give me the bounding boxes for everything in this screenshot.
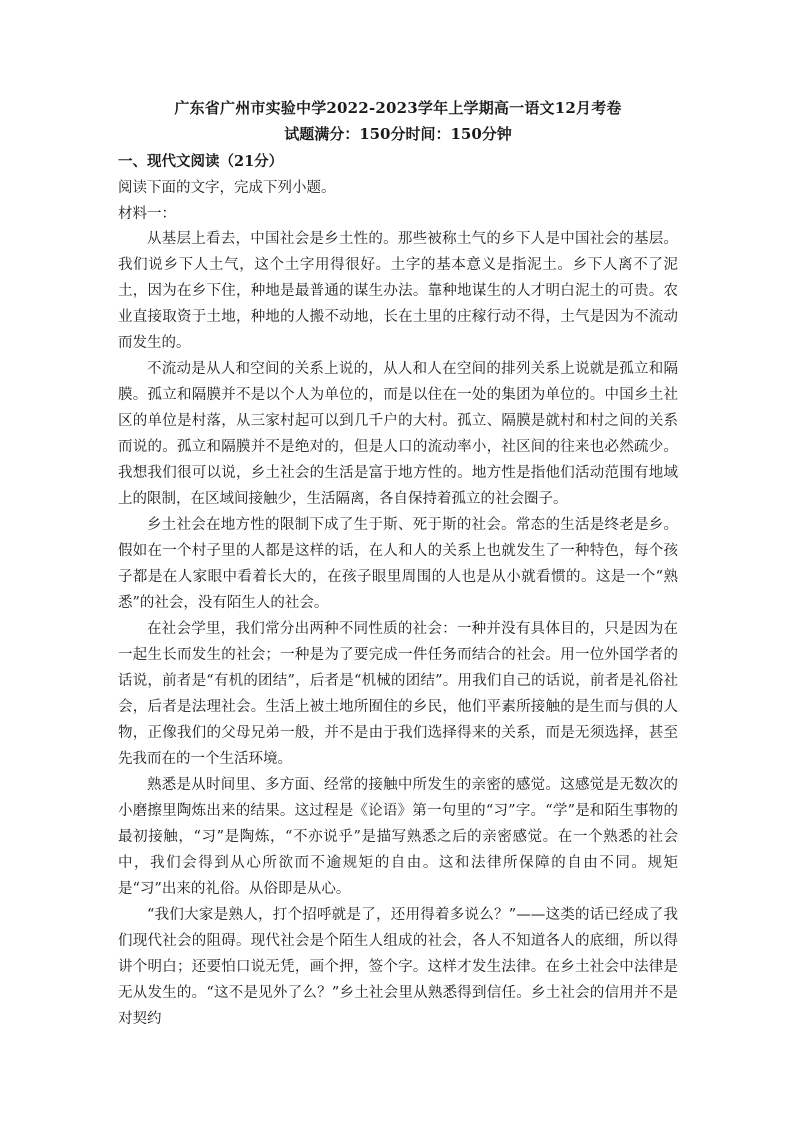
paragraph-2: 不流动是从人和空间的关系上说的，从人和人在空间的排列关系上说就是孤立和隔膜。孤立和隔膜并不是以个人为单位的，而是以住在一处的集团为单位的。中国乡土社区的单位是村落，从三家村起可以到几千户的大村。孤立、隔膜是就村和村之间的关系而说的。孤立和隔膜并不是绝对的，但是人口的流动率小，社区间的往来也必然疏少。我想我们很可以说，乡土社会的生活是富于地方性的。地方性是指他们活动范围有地域上的限制，在区域间接触少，生活隔离，各自保持着孤立的社会圈子。: [118, 361, 678, 507]
paragraph-4: 在社会学里，我们常分出两种不同性质的社会：一种并没有具体目的，只是因为在一起生长而发生的社会；一种是为了要完成一件任务而结合的社会。用一位外国学者的话说，前者是“有机的团结”，后者是“机械的团结”。用我们自己的话说，前者是礼俗社会，后者是法理社会。生活上被土地所囿住的乡民，他们平素所接触的是生而与俱的人物，正像我们的父母兄弟一般，并不是由于我们选择得来的关系，而是无须选择，甚至先我而在的一个生活环境。: [118, 621, 678, 767]
paragraph-5: 熟悉是从时间里、多方面、经常的接触中所发生的亲密的感觉。这感觉是无数次的小磨擦里陶炼出来的结果。这过程是《论语》第一句里的“习”字。“学”是和陌生事物的最初接触，“习”是陶炼，“不亦说乎”是描写熟悉之后的亲密感觉。在一个熟悉的社会中，我们会得到从心所欲而不逾规矩的自由。这和法律所保障的自由不同。规矩是“习”出来的礼俗。从俗即是从心。: [118, 777, 678, 897]
page-content: [118, 96, 678, 1032]
exam-subtitle: 试题满分：150分时间：150分钟: [284, 125, 512, 143]
exam-title: 广东省广州市实验中学2022-2023学年上学期高一语文12月考卷: [174, 99, 622, 117]
reading-instruction: 阅读下面的文字，完成下列小题。: [118, 180, 336, 196]
section-heading: 一、现代文阅读（21分）: [118, 153, 284, 170]
paragraph-3: 乡土社会在地方性的限制下成了生于斯、死于斯的社会。常态的生活是终老是乡。假如在一个村子里的人都是这样的话，在人和人的关系上也就发生了一种特色，每个孩子都是在人家眼中看着长大的，在孩子眼里周围的人也是从小就看惯的。这是一个“熟悉”的社会，没有陌生人的社会。: [118, 517, 678, 611]
material-label: 材料一：: [118, 206, 176, 222]
paragraph-1: 从基层上看去，中国社会是乡土性的。那些被称土气的乡下人是中国社会的基层。我们说乡下人土气，这个土字用得很好。土字的基本意义是指泥土。乡下人离不了泥土，因为在乡下住，种地是最普通的谋生办法。靠种地谋生的人才明白泥土的可贵。农业直接取资于土地，种地的人搬不动地，长在土里的庄稼行动不得，土气是因为不流动而发生的。: [118, 231, 678, 351]
paragraph-6: “我们大家是熟人，打个招呼就是了，还用得着多说么？”——这类的话已经成了我们现代社会的阻碍。现代社会是个陌生人组成的社会，各人不知道各人的底细，所以得讲个明白；还要怕口说无凭，画个押，签个字。这样才发生法律。在乡土社会中法律是无从发生的。“这不是见外了么？”乡土社会里从熟悉得到信任。乡土社会的信用并不是对契约: [118, 907, 678, 1027]
